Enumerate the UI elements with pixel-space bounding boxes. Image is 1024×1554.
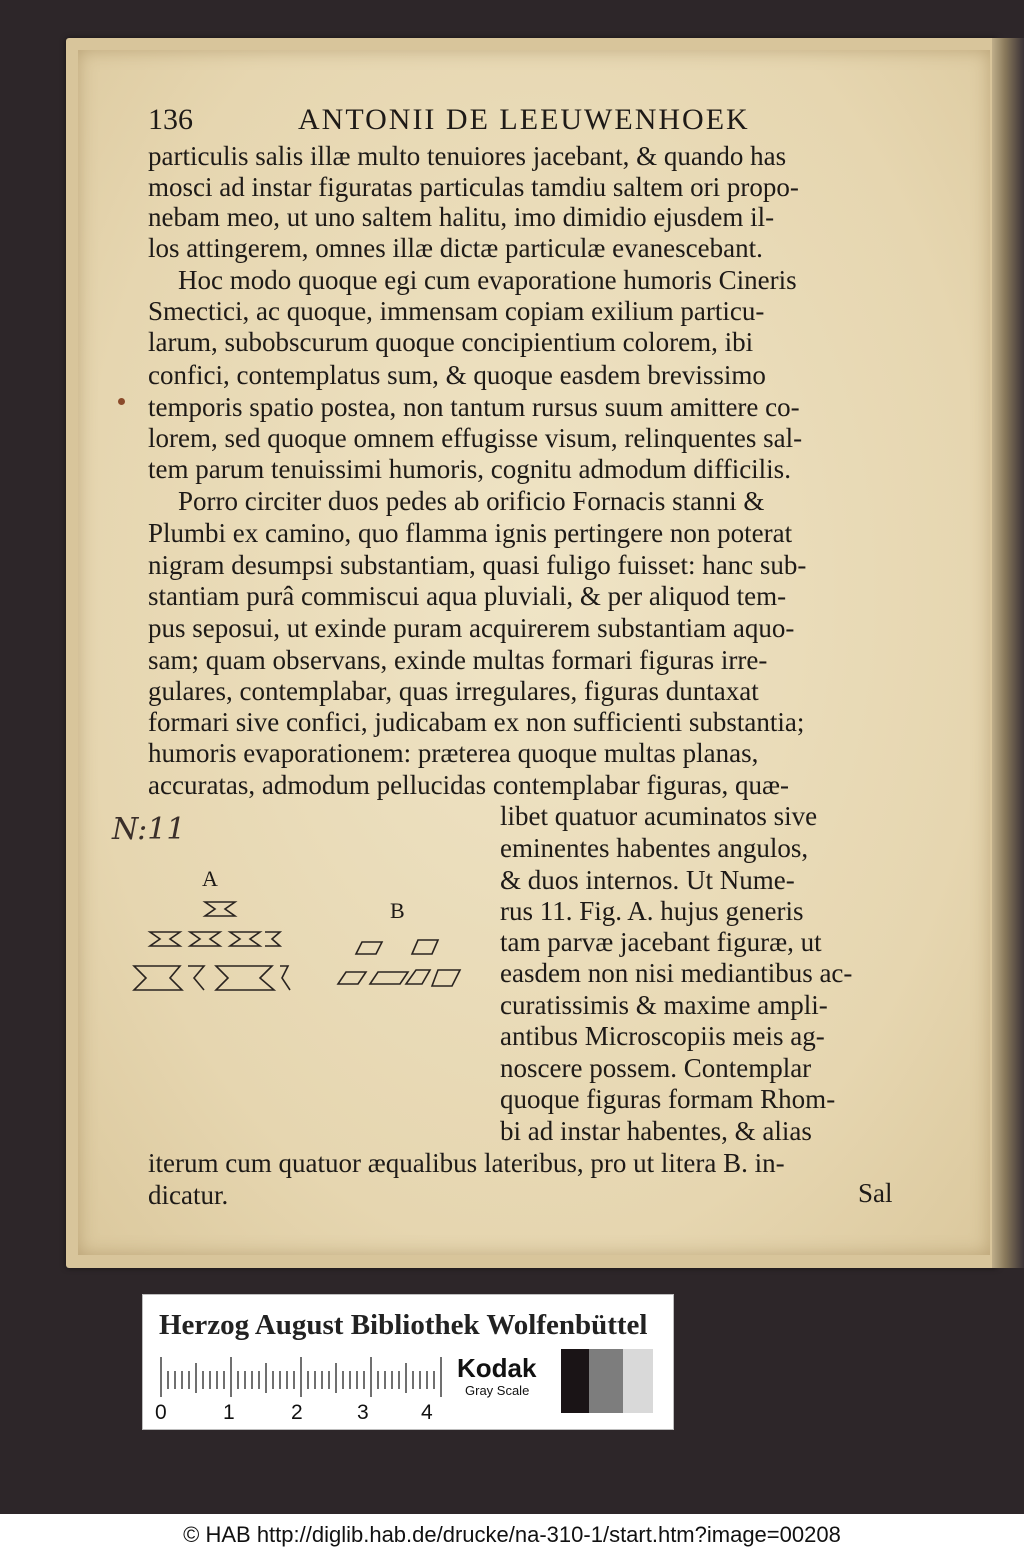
crystal-drawings <box>100 880 480 1010</box>
text-line: accuratas, admodum pellucidas contemplabar figuras, quæ- <box>148 770 790 800</box>
text-line: tam parvæ jacebant figuræ, ut <box>500 927 822 957</box>
text-line: mosci ad instar figuratas particulas tamdiu saltem ori propo- <box>148 172 799 202</box>
crystal-a-shape <box>265 932 280 946</box>
scale-digit: 3 <box>357 1401 369 1424</box>
copyright-url: © HAB http://diglib.hab.de/drucke/na-310-1/start.htm?image=00208 <box>183 1522 841 1547</box>
manuscript-note: N:11 <box>112 812 186 847</box>
crystal-b-rhombus <box>412 940 438 954</box>
binding-edge <box>992 38 1024 1268</box>
gray-scale-label: Gray Scale <box>465 1383 530 1398</box>
text-line: tem parum tenuissimi humoris, cognitu admodum difficilis. <box>148 454 791 484</box>
catchword: Sal <box>858 1178 893 1208</box>
text-line: temporis spatio postea, non tantum rursus suum amittere co- <box>148 392 800 422</box>
text-line: Porro circiter duos pedes ab orificio Fornacis stanni & <box>178 486 765 516</box>
crystal-b-rhombus <box>406 970 430 984</box>
scale-digit: 1 <box>223 1401 235 1424</box>
scale-digit: 0 <box>155 1401 167 1424</box>
crystal-a-shape <box>150 932 180 946</box>
scale-digit: 4 <box>421 1401 433 1424</box>
crystal-b-rhombus <box>432 970 460 986</box>
text-line: noscere possem. Contemplar <box>500 1053 812 1083</box>
kodak-logo: Kodak <box>457 1353 537 1383</box>
gray-patch-dark <box>561 1349 589 1413</box>
text-line: stantiam purâ commiscui aqua pluviali, & per aliquod tem- <box>148 581 787 611</box>
text-line: libet quatuor acuminatos sive <box>500 801 818 831</box>
text-line: gulares, contemplabar, quas irregulares, figuras duntaxat <box>148 676 759 706</box>
running-head: ANTONII DE LEEUWENHOEK <box>298 103 750 136</box>
text-line: dicatur. <box>148 1180 229 1210</box>
text-line: quoque figuras formam Rhom- <box>500 1084 836 1114</box>
crystal-a-shape <box>188 966 204 990</box>
gray-patch-mid <box>589 1349 623 1413</box>
text-line: rus 11. Fig. A. hujus generis <box>500 896 804 926</box>
crystal-a-shape <box>205 902 235 916</box>
crystal-a-shape <box>216 966 274 990</box>
text-line: formari sive confici, judicabam ex non sufficienti substantia; <box>148 707 805 737</box>
text-line: iterum cum quatuor æqualibus lateribus, pro ut litera B. in- <box>148 1148 785 1178</box>
text-line: Smectici, ac quoque, immensam copiam exilium particu- <box>148 296 765 326</box>
crystal-a-shape <box>280 966 290 990</box>
crystal-b-rhombus <box>370 972 408 984</box>
text-line: eminentes habentes angulos, <box>500 833 809 863</box>
text-line: Plumbi ex camino, quo flamma ignis pertingere non poterat <box>148 518 793 548</box>
crystal-b-rhombus <box>338 972 366 984</box>
text-line: particulis salis illæ multo tenuiores jacebant, & quando has <box>148 141 787 171</box>
text-line: Hoc modo quoque egi cum evaporatione humoris Cineris <box>178 265 797 295</box>
ruler-scale <box>157 1357 447 1401</box>
crystal-b-rhombus <box>356 942 382 954</box>
text-line: curatissimis & maxime ampli- <box>500 990 828 1020</box>
text-line: confici, contemplatus sum, & quoque easdem brevissimo <box>148 360 766 390</box>
text-line: & duos internos. Ut Nume- <box>500 865 795 895</box>
crystal-a-shape <box>134 966 182 990</box>
text-line: sam; quam observans, exinde multas formari figuras irre- <box>148 645 768 675</box>
gray-patch-light <box>623 1349 653 1413</box>
footer-bar <box>0 1514 1024 1554</box>
text-line: larum, subobscurum quoque concipientium colorem, ibi <box>148 327 754 357</box>
crystal-a-shape <box>230 932 260 946</box>
text-line: pus seposui, ut exinde puram acquirerem substantiam aquo- <box>148 613 795 643</box>
page-number: 136 <box>148 103 193 136</box>
text-line: nigram desumpsi substantiam, quasi fuligo fuisset: hanc sub- <box>148 550 807 580</box>
color-calibration-card <box>142 1294 674 1430</box>
text-line: humoris evaporationem: præterea quoque multas planas, <box>148 738 759 768</box>
library-name: Herzog August Bibliothek Wolfenbüttel <box>159 1309 648 1341</box>
scale-digit: 2 <box>291 1401 303 1424</box>
figure-label-a: A <box>202 866 218 891</box>
figure-label-b: B <box>390 898 405 923</box>
text-line: nebam meo, ut uno saltem halitu, imo dimidio ejusdem il- <box>148 202 775 232</box>
page-header <box>148 103 798 143</box>
margin-mark <box>118 398 125 405</box>
text-line: los attingerem, omnes illæ dictæ particulæ evanescebant. <box>148 233 763 263</box>
crystal-a-shape <box>190 932 220 946</box>
text-line: easdem non nisi mediantibus ac- <box>500 958 853 988</box>
text-line: lorem, sed quoque omnem effugisse visum, relinquentes sal- <box>148 423 803 453</box>
text-line: bi ad instar habentes, & alias <box>500 1116 812 1146</box>
text-line: antibus Microscopiis meis ag- <box>500 1021 825 1051</box>
